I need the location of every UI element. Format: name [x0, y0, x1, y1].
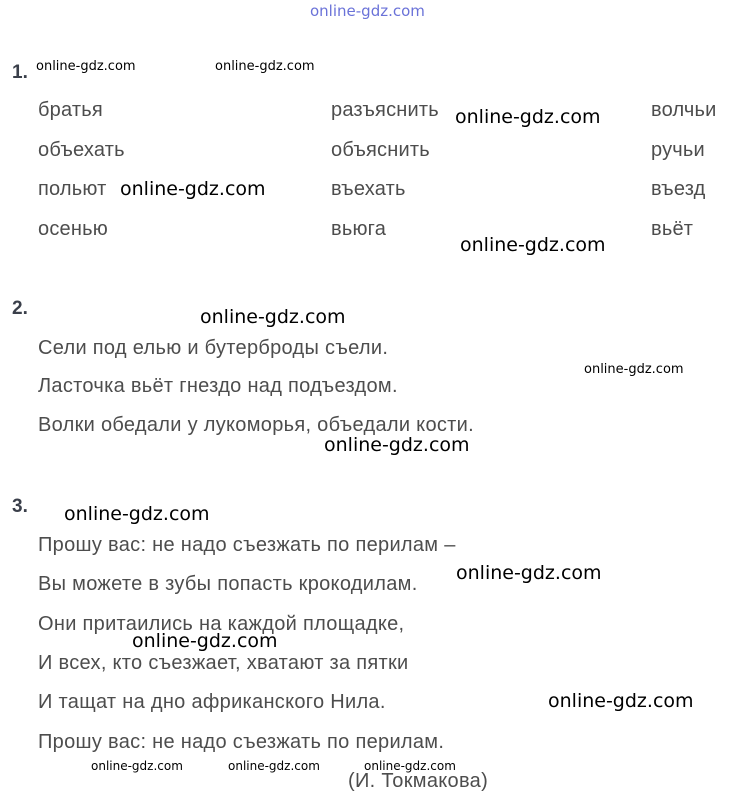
- task-3-line: И тащат на дно африканского Нила.: [38, 691, 386, 713]
- watermark: online-gdz.com: [455, 106, 601, 128]
- task-3-line: Прошу вас: не надо съезжать по перилам.: [38, 731, 445, 753]
- watermark: online-gdz.com: [215, 59, 315, 74]
- task-1-word: осенью: [38, 218, 108, 240]
- watermark: online-gdz.com: [228, 759, 320, 773]
- task-1-word: волчьи: [651, 99, 717, 121]
- task-2-line: Сели под елью и бутерброды съели.: [38, 337, 389, 359]
- task-1-word: ручьи: [651, 139, 705, 161]
- task-3-line: И всех, кто съезжает, хватают за пятки: [38, 652, 409, 674]
- task-1-word: объяснить: [331, 139, 430, 161]
- task-2-line: Ласточка вьёт гнездо над подъездом.: [38, 375, 398, 397]
- watermark: online-gdz.com: [324, 434, 470, 456]
- watermark: online-gdz.com: [200, 306, 346, 328]
- watermark-top: online-gdz.com: [310, 2, 425, 20]
- watermark: online-gdz.com: [120, 178, 266, 200]
- task-1-word: объехать: [38, 139, 125, 161]
- watermark: online-gdz.com: [36, 59, 136, 74]
- watermark: online-gdz.com: [91, 759, 183, 773]
- task-1-number: 1.: [12, 62, 28, 83]
- task-1-word: въезд: [651, 178, 706, 200]
- task-1-word: разъяснить: [331, 99, 439, 121]
- task-2-line: Волки обедали у лукоморья, объедали кости.: [38, 414, 474, 436]
- watermark: online-gdz.com: [548, 690, 694, 712]
- task-3-line: Они притаились на каждой площадке,: [38, 613, 405, 635]
- watermark: online-gdz.com: [456, 562, 602, 584]
- task-3-line: Вы можете в зубы попасть крокодилам.: [38, 573, 418, 595]
- task-1-word: въехать: [331, 178, 406, 200]
- task-1-word: вьюга: [331, 218, 387, 240]
- task-3-author: (И. Токмакова): [348, 770, 489, 792]
- watermark: online-gdz.com: [584, 362, 684, 377]
- task-3-line: Прошу вас: не надо съезжать по перилам –: [38, 534, 456, 556]
- task-1-word: польют: [38, 178, 107, 200]
- watermark: online-gdz.com: [64, 503, 210, 525]
- watermark: online-gdz.com: [132, 630, 278, 652]
- watermark: online-gdz.com: [364, 759, 456, 773]
- watermark: online-gdz.com: [460, 234, 606, 256]
- task-1-word: вьёт: [651, 218, 694, 240]
- task-2-number: 2.: [12, 298, 28, 319]
- task-1-word: братья: [38, 99, 103, 121]
- task-3-number: 3.: [12, 496, 28, 517]
